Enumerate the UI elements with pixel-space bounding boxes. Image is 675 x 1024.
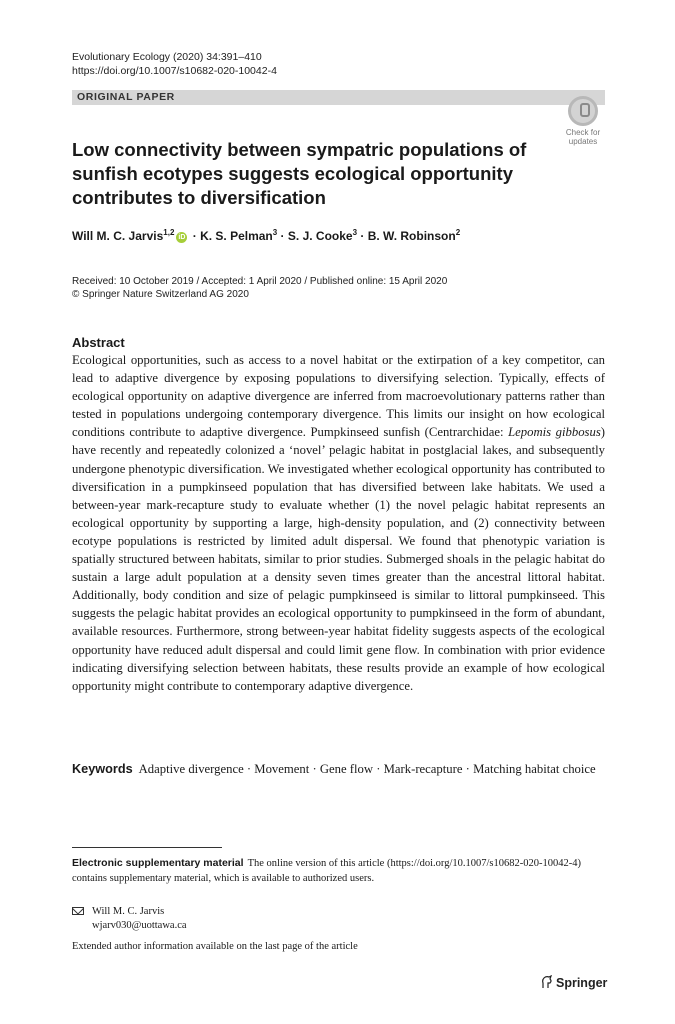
abstract-body <box>72 351 605 695</box>
extended-author-info: Extended author information available on the last page of the article <box>72 941 358 952</box>
species-name: Lepomis gibbosus <box>508 425 601 440</box>
author-name[interactable]: K. S. Pelman <box>200 229 273 243</box>
author-affiliation: 3 <box>272 228 278 237</box>
keywords-label: Keywords <box>72 762 133 776</box>
supplementary-note <box>72 856 605 886</box>
author-name[interactable]: S. J. Cooke <box>287 229 353 243</box>
author-affiliation: 3 <box>352 228 358 237</box>
esm-text: ) contains supplementary material, which is available to authorized users. <box>72 858 582 884</box>
check-for-updates-label: Check for updates <box>565 128 601 146</box>
contact-email[interactable]: wjarv030@uottawa.ca <box>92 920 187 931</box>
author-name[interactable]: B. W. Robinson <box>367 229 456 243</box>
keywords <box>72 760 605 778</box>
publisher-logo <box>540 975 607 990</box>
envelope-icon <box>72 907 84 915</box>
check-for-updates-badge[interactable] <box>560 96 606 146</box>
esm-link[interactable]: https://doi.org/10.1007/s10682-020-10042-4 <box>390 858 578 869</box>
keywords-text: Adaptive divergence · Movement · Gene flow · Mark-recapture · Matching habitat choice <box>138 762 596 776</box>
footnote-divider <box>72 847 222 848</box>
esm-text: The online version of this article ( <box>247 858 391 869</box>
journal-header <box>72 50 277 78</box>
bookmark-icon <box>568 96 598 126</box>
journal-doi[interactable]: https://doi.org/10.1007/s10682-020-10042-4 <box>72 65 277 77</box>
publisher-name: Springer <box>556 976 608 990</box>
orcid-icon[interactable]: iD <box>178 234 186 241</box>
section-label-bar <box>72 90 605 105</box>
author-affiliation: 1,2 <box>163 228 175 237</box>
author-list <box>72 228 592 243</box>
journal-citation: Evolutionary Ecology (2020) 34:391–410 <box>72 51 262 63</box>
springer-horse-icon <box>540 975 553 989</box>
copyright-notice: © Springer Nature Switzerland AG 2020 <box>72 289 249 300</box>
contact-name: Will M. C. Jarvis <box>92 906 165 917</box>
esm-label: Electronic supplementary material <box>72 857 244 869</box>
publication-dates <box>72 275 447 301</box>
date-history: Received: 10 October 2019 / Accepted: 1 April 2020 / Published online: 15 April 2020 <box>72 276 448 287</box>
author-affiliation: 2 <box>455 228 461 237</box>
author-separator: · <box>357 229 368 243</box>
article-title: Low connectivity between sympatric populations of sunfish ecotypes suggests ecological opportunity contributes to diversification <box>72 139 527 208</box>
abstract-heading: Abstract <box>72 335 125 350</box>
author-separator: · <box>189 229 201 243</box>
author-separator: · <box>277 229 288 243</box>
section-label: ORIGINAL PAPER <box>77 91 175 103</box>
abstract-text: Ecological opportunities, such as access to a novel habitat or the extirpation of a key competitor, can lead to adaptive divergence by exposing populations to diversifying selection. Typically, effects of ecological opportunity on adaptive divergence are inferred from macroevolutionary patterns rather than tested in populations undergoing contemporary divergence. This limits our insight on how ecological conditions contribute to adaptive divergence. Pumpkinseed sunfish (Centrarchidae: <box>72 353 605 440</box>
abstract-text: ) have recently and repeatedly colonized a ‘novel’ pelagic habitat in postglacial lakes, and subsequently undergone phenotypic diversification. We investigated whether ecological opportunity has contributed to diversification in a pumpkinseed population that has diversified between lake habitats. We used a between-year mark-recapture study to evaluate whether (1) the novel pelagic habitat represents an ecological opportunity by supporting a large, high-density population, and (2) connectivity between ecotype populations is restricted by limited adult dispersal. We found that phenotypic variation is spatially structured between habitats, similar to prior studies. Submerged shoals in the pelagic habitat do sustain a large adult population at a density seven times greater than the ancestral littoral habitat. Additionally, body condition and size of pelagic pumpkinseed is similar to littoral pumpkinseed. This suggests the pelagic habitat provides an ecological opportunity to pumpkinseed in the form of abundant, available resources. Furthermore, strong between-year habitat fidelity suggests aspects of the ecological opportunity have reduced adult dispersal and could limit gene flow. In combination with prior evidence indicating diversifying selection between habitats, these results provide an example of how ecological opportunity might contribute to contemporary adaptive divergence. <box>72 425 605 693</box>
author-name[interactable]: Will M. C. Jarvis <box>72 229 164 243</box>
